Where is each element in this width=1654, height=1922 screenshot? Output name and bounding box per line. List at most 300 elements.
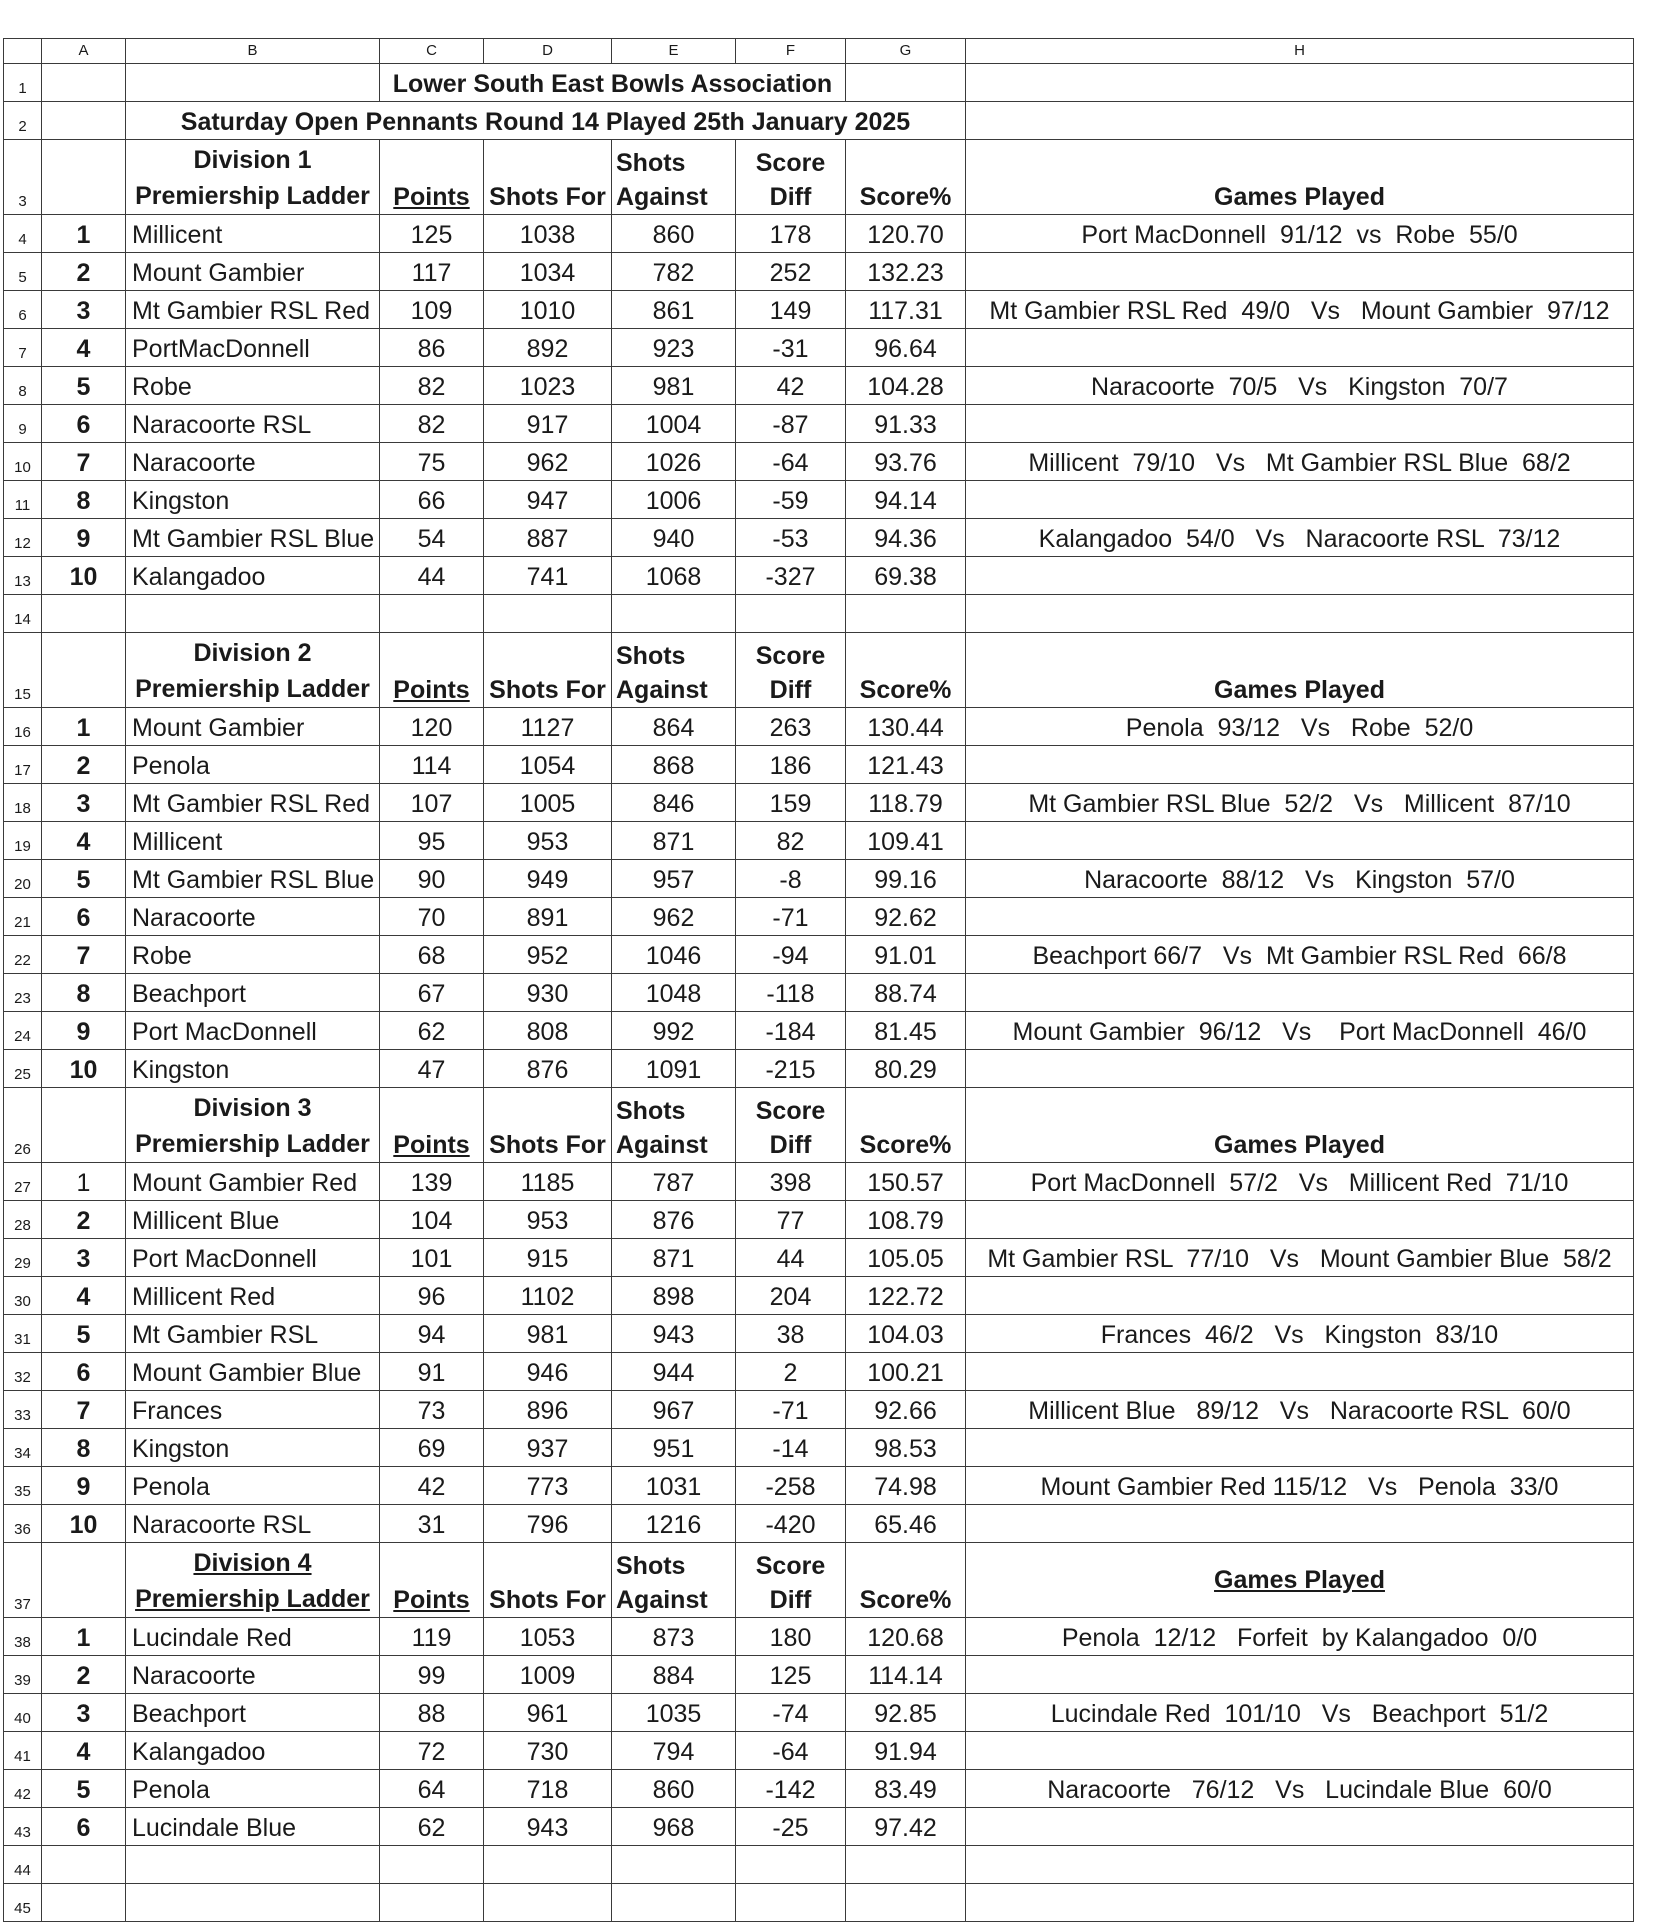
- score-pct-cell[interactable]: 130.44: [846, 708, 966, 746]
- game-result-cell[interactable]: Beachport 66/7 Vs Mt Gambier RSL Red 66/8: [966, 936, 1634, 974]
- shots-for-header[interactable]: Shots For: [484, 1543, 612, 1618]
- game-result-cell[interactable]: [966, 822, 1634, 860]
- empty-cell[interactable]: [736, 595, 846, 633]
- ladder-position[interactable]: 2: [42, 746, 126, 784]
- shots-for-cell[interactable]: 943: [484, 1808, 612, 1846]
- score-pct-cell[interactable]: 91.01: [846, 936, 966, 974]
- shots-against-cell[interactable]: 873: [612, 1618, 736, 1656]
- score-diff-cell[interactable]: 159: [736, 784, 846, 822]
- game-result-cell[interactable]: [966, 557, 1634, 595]
- team-name[interactable]: Port MacDonnell: [126, 1239, 380, 1277]
- ladder-position[interactable]: 1: [42, 215, 126, 253]
- empty-cell[interactable]: [736, 1884, 846, 1922]
- games-played-header[interactable]: [966, 1088, 1634, 1163]
- score-diff-cell[interactable]: 186: [736, 746, 846, 784]
- shots-for-cell[interactable]: 952: [484, 936, 612, 974]
- cell-a[interactable]: [42, 1088, 126, 1163]
- shots-against-header[interactable]: [612, 1543, 736, 1618]
- game-result-cell[interactable]: Mt Gambier RSL 77/10 Vs Mount Gambier Blue 58/2: [966, 1239, 1634, 1277]
- game-result-cell[interactable]: [966, 974, 1634, 1012]
- score-diff-cell[interactable]: 82: [736, 822, 846, 860]
- shots-against-cell[interactable]: 968: [612, 1808, 736, 1846]
- score-pct-cell[interactable]: 94.14: [846, 481, 966, 519]
- score-pct-cell[interactable]: 108.79: [846, 1201, 966, 1239]
- score-diff-cell[interactable]: -74: [736, 1694, 846, 1732]
- shots-against-cell[interactable]: 868: [612, 746, 736, 784]
- shots-against-cell[interactable]: 884: [612, 1656, 736, 1694]
- ladder-position[interactable]: 10: [42, 1505, 126, 1543]
- cell-a[interactable]: [42, 140, 126, 215]
- ladder-position[interactable]: 8: [42, 974, 126, 1012]
- empty-cell[interactable]: [42, 1846, 126, 1884]
- team-name[interactable]: Millicent Red: [126, 1277, 380, 1315]
- ladder-position[interactable]: 1: [42, 708, 126, 746]
- shots-for-cell[interactable]: 1009: [484, 1656, 612, 1694]
- shots-against-cell[interactable]: 860: [612, 215, 736, 253]
- ladder-position[interactable]: 9: [42, 1467, 126, 1505]
- shots-against-cell[interactable]: 962: [612, 898, 736, 936]
- empty-cell[interactable]: [126, 595, 380, 633]
- cell-h[interactable]: [966, 102, 1634, 140]
- game-result-cell[interactable]: Naracoorte 76/12 Vs Lucindale Blue 60/0: [966, 1770, 1634, 1808]
- score-pct-cell[interactable]: 92.85: [846, 1694, 966, 1732]
- ladder-position[interactable]: 9: [42, 1012, 126, 1050]
- shots-for-cell[interactable]: 947: [484, 481, 612, 519]
- score-diff-cell[interactable]: -64: [736, 1732, 846, 1770]
- score-diff-cell[interactable]: -25: [736, 1808, 846, 1846]
- score-pct-cell[interactable]: 99.16: [846, 860, 966, 898]
- team-name[interactable]: Beachport: [126, 1694, 380, 1732]
- score-diff-cell[interactable]: -87: [736, 405, 846, 443]
- shots-for-cell[interactable]: 891: [484, 898, 612, 936]
- points-cell[interactable]: 67: [380, 974, 484, 1012]
- game-result-cell[interactable]: Mount Gambier Red 115/12 Vs Penola 33/0: [966, 1467, 1634, 1505]
- column-header[interactable]: C: [380, 39, 484, 64]
- points-cell[interactable]: 117: [380, 253, 484, 291]
- ladder-position[interactable]: 4: [42, 1732, 126, 1770]
- ladder-position[interactable]: 1: [42, 1163, 126, 1201]
- score-pct-cell[interactable]: 98.53: [846, 1429, 966, 1467]
- score-pct-cell[interactable]: 132.23: [846, 253, 966, 291]
- shots-against-cell[interactable]: 871: [612, 1239, 736, 1277]
- team-name[interactable]: Naracoorte: [126, 1656, 380, 1694]
- games-played-header[interactable]: [966, 140, 1634, 215]
- points-cell[interactable]: 109: [380, 291, 484, 329]
- score-pct-cell[interactable]: 91.94: [846, 1732, 966, 1770]
- ladder-position[interactable]: 2: [42, 1201, 126, 1239]
- score-diff-cell[interactable]: 38: [736, 1315, 846, 1353]
- game-result-cell[interactable]: [966, 253, 1634, 291]
- shots-against-cell[interactable]: 861: [612, 291, 736, 329]
- game-result-cell[interactable]: Mt Gambier RSL Blue 52/2 Vs Millicent 87/10: [966, 784, 1634, 822]
- shots-against-header[interactable]: [612, 140, 736, 215]
- score-pct-cell[interactable]: 94.36: [846, 519, 966, 557]
- points-cell[interactable]: 73: [380, 1391, 484, 1429]
- empty-cell[interactable]: [612, 595, 736, 633]
- score-pct-header[interactable]: Score%: [846, 1088, 966, 1163]
- points-cell[interactable]: 70: [380, 898, 484, 936]
- points-cell[interactable]: 119: [380, 1618, 484, 1656]
- shots-against-cell[interactable]: 1091: [612, 1050, 736, 1088]
- ladder-position[interactable]: 6: [42, 898, 126, 936]
- shots-against-cell[interactable]: 794: [612, 1732, 736, 1770]
- empty-cell[interactable]: [846, 595, 966, 633]
- score-diff-cell[interactable]: -184: [736, 1012, 846, 1050]
- shots-for-cell[interactable]: 917: [484, 405, 612, 443]
- empty-cell[interactable]: [612, 1884, 736, 1922]
- team-name[interactable]: Mt Gambier RSL Red: [126, 784, 380, 822]
- score-diff-cell[interactable]: 204: [736, 1277, 846, 1315]
- column-header[interactable]: H: [966, 39, 1634, 64]
- score-diff-cell[interactable]: 252: [736, 253, 846, 291]
- empty-cell[interactable]: [484, 1846, 612, 1884]
- game-result-cell[interactable]: [966, 1808, 1634, 1846]
- score-diff-cell[interactable]: 44: [736, 1239, 846, 1277]
- cell-a[interactable]: [42, 102, 126, 140]
- team-name[interactable]: Naracoorte RSL: [126, 1505, 380, 1543]
- team-name[interactable]: Robe: [126, 367, 380, 405]
- score-diff-cell[interactable]: -59: [736, 481, 846, 519]
- game-result-cell[interactable]: [966, 329, 1634, 367]
- shots-for-cell[interactable]: 981: [484, 1315, 612, 1353]
- score-pct-cell[interactable]: 96.64: [846, 329, 966, 367]
- empty-cell[interactable]: [42, 595, 126, 633]
- score-pct-cell[interactable]: 117.31: [846, 291, 966, 329]
- points-header[interactable]: [380, 633, 484, 708]
- points-cell[interactable]: 62: [380, 1808, 484, 1846]
- ladder-position[interactable]: 3: [42, 291, 126, 329]
- game-result-cell[interactable]: [966, 898, 1634, 936]
- team-name[interactable]: Millicent: [126, 215, 380, 253]
- score-diff-cell[interactable]: -118: [736, 974, 846, 1012]
- score-pct-cell[interactable]: 74.98: [846, 1467, 966, 1505]
- empty-cell[interactable]: [612, 1846, 736, 1884]
- score-diff-cell[interactable]: 178: [736, 215, 846, 253]
- ladder-position[interactable]: 6: [42, 1808, 126, 1846]
- team-name[interactable]: Naracoorte: [126, 443, 380, 481]
- game-result-cell[interactable]: Naracoorte 70/5 Vs Kingston 70/7: [966, 367, 1634, 405]
- shots-against-cell[interactable]: 1068: [612, 557, 736, 595]
- score-diff-cell[interactable]: 125: [736, 1656, 846, 1694]
- game-result-cell[interactable]: [966, 1429, 1634, 1467]
- shots-for-cell[interactable]: 887: [484, 519, 612, 557]
- points-cell[interactable]: 95: [380, 822, 484, 860]
- points-cell[interactable]: 68: [380, 936, 484, 974]
- shots-against-cell[interactable]: 1035: [612, 1694, 736, 1732]
- shots-against-cell[interactable]: 1216: [612, 1505, 736, 1543]
- game-result-cell[interactable]: [966, 1050, 1634, 1088]
- score-diff-cell[interactable]: 42: [736, 367, 846, 405]
- shots-for-cell[interactable]: 773: [484, 1467, 612, 1505]
- cell-g[interactable]: [846, 64, 966, 102]
- cell-a[interactable]: [42, 1543, 126, 1618]
- ladder-position[interactable]: 8: [42, 1429, 126, 1467]
- score-pct-cell[interactable]: 92.66: [846, 1391, 966, 1429]
- points-cell[interactable]: 114: [380, 746, 484, 784]
- score-pct-cell[interactable]: 92.62: [846, 898, 966, 936]
- empty-cell[interactable]: [42, 1884, 126, 1922]
- ladder-position[interactable]: 8: [42, 481, 126, 519]
- points-header[interactable]: [380, 140, 484, 215]
- shots-for-cell[interactable]: 949: [484, 860, 612, 898]
- shots-against-cell[interactable]: 1026: [612, 443, 736, 481]
- points-cell[interactable]: 86: [380, 329, 484, 367]
- shots-for-cell[interactable]: 876: [484, 1050, 612, 1088]
- points-cell[interactable]: 62: [380, 1012, 484, 1050]
- empty-cell[interactable]: [126, 1846, 380, 1884]
- score-diff-cell[interactable]: -14: [736, 1429, 846, 1467]
- shots-against-cell[interactable]: 923: [612, 329, 736, 367]
- shots-for-cell[interactable]: 961: [484, 1694, 612, 1732]
- ladder-position[interactable]: 4: [42, 822, 126, 860]
- shots-for-cell[interactable]: 808: [484, 1012, 612, 1050]
- team-name[interactable]: Lucindale Blue: [126, 1808, 380, 1846]
- score-diff-cell[interactable]: -71: [736, 1391, 846, 1429]
- score-pct-cell[interactable]: 97.42: [846, 1808, 966, 1846]
- column-header[interactable]: D: [484, 39, 612, 64]
- empty-cell[interactable]: [966, 595, 1634, 633]
- column-header[interactable]: F: [736, 39, 846, 64]
- game-result-cell[interactable]: [966, 746, 1634, 784]
- points-cell[interactable]: 75: [380, 443, 484, 481]
- score-diff-cell[interactable]: -258: [736, 1467, 846, 1505]
- game-result-cell[interactable]: Port MacDonnell 57/2 Vs Millicent Red 71/10: [966, 1163, 1634, 1201]
- empty-cell[interactable]: [126, 1884, 380, 1922]
- points-header[interactable]: [380, 1088, 484, 1163]
- game-result-cell[interactable]: [966, 405, 1634, 443]
- team-name[interactable]: Naracoorte: [126, 898, 380, 936]
- shots-against-cell[interactable]: 981: [612, 367, 736, 405]
- shots-against-cell[interactable]: 846: [612, 784, 736, 822]
- team-name[interactable]: Millicent Blue: [126, 1201, 380, 1239]
- games-played-header[interactable]: [966, 1543, 1634, 1618]
- division-label[interactable]: [126, 1088, 380, 1163]
- shots-for-cell[interactable]: 1053: [484, 1618, 612, 1656]
- shots-for-cell[interactable]: 946: [484, 1353, 612, 1391]
- games-played-header[interactable]: [966, 633, 1634, 708]
- score-pct-cell[interactable]: 69.38: [846, 557, 966, 595]
- score-diff-cell[interactable]: 2: [736, 1353, 846, 1391]
- shots-against-header[interactable]: [612, 1088, 736, 1163]
- score-diff-cell[interactable]: -420: [736, 1505, 846, 1543]
- ladder-position[interactable]: 10: [42, 1050, 126, 1088]
- ladder-position[interactable]: 6: [42, 1353, 126, 1391]
- team-name[interactable]: Mt Gambier RSL: [126, 1315, 380, 1353]
- points-cell[interactable]: 82: [380, 367, 484, 405]
- shots-for-cell[interactable]: 1034: [484, 253, 612, 291]
- score-diff-cell[interactable]: 398: [736, 1163, 846, 1201]
- cell-a[interactable]: [42, 64, 126, 102]
- game-result-cell[interactable]: [966, 1505, 1634, 1543]
- game-result-cell[interactable]: [966, 481, 1634, 519]
- empty-cell[interactable]: [380, 1846, 484, 1884]
- division-label[interactable]: [126, 1543, 380, 1618]
- shots-against-cell[interactable]: 871: [612, 822, 736, 860]
- game-result-cell[interactable]: Frances 46/2 Vs Kingston 83/10: [966, 1315, 1634, 1353]
- score-diff-cell[interactable]: 180: [736, 1618, 846, 1656]
- shots-for-cell[interactable]: 930: [484, 974, 612, 1012]
- shots-for-cell[interactable]: 937: [484, 1429, 612, 1467]
- ladder-position[interactable]: 1: [42, 1618, 126, 1656]
- game-result-cell[interactable]: [966, 1732, 1634, 1770]
- score-diff-cell[interactable]: 263: [736, 708, 846, 746]
- shots-for-cell[interactable]: 741: [484, 557, 612, 595]
- game-result-cell[interactable]: Penola 93/12 Vs Robe 52/0: [966, 708, 1634, 746]
- shots-for-cell[interactable]: 1023: [484, 367, 612, 405]
- ladder-position[interactable]: 7: [42, 1391, 126, 1429]
- score-pct-cell[interactable]: 80.29: [846, 1050, 966, 1088]
- select-all-corner[interactable]: [4, 39, 42, 64]
- sheet-title[interactable]: Lower South East Bowls Association: [380, 64, 846, 102]
- score-diff-cell[interactable]: -8: [736, 860, 846, 898]
- shots-for-cell[interactable]: 962: [484, 443, 612, 481]
- game-result-cell[interactable]: Millicent Blue 89/12 Vs Naracoorte RSL 60/0: [966, 1391, 1634, 1429]
- shots-against-cell[interactable]: 951: [612, 1429, 736, 1467]
- points-cell[interactable]: 90: [380, 860, 484, 898]
- shots-for-cell[interactable]: 1010: [484, 291, 612, 329]
- shots-against-cell[interactable]: 898: [612, 1277, 736, 1315]
- game-result-cell[interactable]: Kalangadoo 54/0 Vs Naracoorte RSL 73/12: [966, 519, 1634, 557]
- ladder-position[interactable]: 6: [42, 405, 126, 443]
- points-cell[interactable]: 104: [380, 1201, 484, 1239]
- empty-cell[interactable]: [736, 1846, 846, 1884]
- score-pct-cell[interactable]: 120.68: [846, 1618, 966, 1656]
- points-cell[interactable]: 139: [380, 1163, 484, 1201]
- score-diff-cell[interactable]: -53: [736, 519, 846, 557]
- shots-for-header[interactable]: Shots For: [484, 140, 612, 215]
- cell-a[interactable]: [42, 633, 126, 708]
- score-diff-cell[interactable]: -142: [736, 1770, 846, 1808]
- shots-for-cell[interactable]: 1005: [484, 784, 612, 822]
- shots-for-cell[interactable]: 1054: [484, 746, 612, 784]
- score-diff-header[interactable]: [736, 633, 846, 708]
- shots-against-cell[interactable]: 944: [612, 1353, 736, 1391]
- score-pct-cell[interactable]: 91.33: [846, 405, 966, 443]
- game-result-cell[interactable]: Penola 12/12 Forfeit by Kalangadoo 0/0: [966, 1618, 1634, 1656]
- points-cell[interactable]: 54: [380, 519, 484, 557]
- points-cell[interactable]: 64: [380, 1770, 484, 1808]
- points-cell[interactable]: 125: [380, 215, 484, 253]
- cell-b[interactable]: [126, 64, 380, 102]
- score-diff-cell[interactable]: -31: [736, 329, 846, 367]
- score-pct-header[interactable]: Score%: [846, 1543, 966, 1618]
- score-pct-cell[interactable]: 100.21: [846, 1353, 966, 1391]
- score-diff-cell[interactable]: -94: [736, 936, 846, 974]
- shots-against-cell[interactable]: 876: [612, 1201, 736, 1239]
- team-name[interactable]: Penola: [126, 1770, 380, 1808]
- team-name[interactable]: Beachport: [126, 974, 380, 1012]
- shots-for-cell[interactable]: 1127: [484, 708, 612, 746]
- shots-against-header[interactable]: [612, 633, 736, 708]
- score-diff-cell[interactable]: 149: [736, 291, 846, 329]
- team-name[interactable]: Kalangadoo: [126, 1732, 380, 1770]
- score-diff-header[interactable]: [736, 1543, 846, 1618]
- ladder-position[interactable]: 7: [42, 936, 126, 974]
- division-label[interactable]: [126, 140, 380, 215]
- ladder-position[interactable]: 5: [42, 1770, 126, 1808]
- points-cell[interactable]: 99: [380, 1656, 484, 1694]
- shots-against-cell[interactable]: 782: [612, 253, 736, 291]
- shots-against-cell[interactable]: 992: [612, 1012, 736, 1050]
- points-cell[interactable]: 69: [380, 1429, 484, 1467]
- division-label[interactable]: [126, 633, 380, 708]
- ladder-position[interactable]: 9: [42, 519, 126, 557]
- points-header[interactable]: [380, 1543, 484, 1618]
- empty-cell[interactable]: [846, 1884, 966, 1922]
- score-pct-cell[interactable]: 65.46: [846, 1505, 966, 1543]
- team-name[interactable]: Kingston: [126, 1429, 380, 1467]
- ladder-position[interactable]: 3: [42, 784, 126, 822]
- shots-for-cell[interactable]: 730: [484, 1732, 612, 1770]
- score-pct-cell[interactable]: 122.72: [846, 1277, 966, 1315]
- score-pct-cell[interactable]: 114.14: [846, 1656, 966, 1694]
- score-diff-header[interactable]: [736, 1088, 846, 1163]
- points-cell[interactable]: 96: [380, 1277, 484, 1315]
- score-pct-cell[interactable]: 93.76: [846, 443, 966, 481]
- shots-against-cell[interactable]: 1031: [612, 1467, 736, 1505]
- team-name[interactable]: Port MacDonnell: [126, 1012, 380, 1050]
- points-cell[interactable]: 47: [380, 1050, 484, 1088]
- game-result-cell[interactable]: Millicent 79/10 Vs Mt Gambier RSL Blue 68/2: [966, 443, 1634, 481]
- cell-h[interactable]: [966, 64, 1634, 102]
- score-diff-cell[interactable]: -71: [736, 898, 846, 936]
- points-cell[interactable]: 82: [380, 405, 484, 443]
- game-result-cell[interactable]: Mt Gambier RSL Red 49/0 Vs Mount Gambier 97/12: [966, 291, 1634, 329]
- shots-for-cell[interactable]: 892: [484, 329, 612, 367]
- ladder-position[interactable]: 7: [42, 443, 126, 481]
- ladder-position[interactable]: 10: [42, 557, 126, 595]
- team-name[interactable]: Mount Gambier: [126, 708, 380, 746]
- points-cell[interactable]: 120: [380, 708, 484, 746]
- shots-for-cell[interactable]: 1038: [484, 215, 612, 253]
- score-pct-cell[interactable]: 150.57: [846, 1163, 966, 1201]
- shots-against-cell[interactable]: 1046: [612, 936, 736, 974]
- game-result-cell[interactable]: [966, 1201, 1634, 1239]
- shots-for-cell[interactable]: 718: [484, 1770, 612, 1808]
- score-pct-cell[interactable]: 105.05: [846, 1239, 966, 1277]
- score-pct-cell[interactable]: 88.74: [846, 974, 966, 1012]
- team-name[interactable]: Penola: [126, 1467, 380, 1505]
- shots-against-cell[interactable]: 957: [612, 860, 736, 898]
- score-pct-header[interactable]: Score%: [846, 140, 966, 215]
- team-name[interactable]: Kalangadoo: [126, 557, 380, 595]
- score-pct-cell[interactable]: 104.28: [846, 367, 966, 405]
- column-header[interactable]: G: [846, 39, 966, 64]
- score-pct-cell[interactable]: 83.49: [846, 1770, 966, 1808]
- column-header[interactable]: E: [612, 39, 736, 64]
- shots-for-cell[interactable]: 1185: [484, 1163, 612, 1201]
- team-name[interactable]: Mount Gambier Red: [126, 1163, 380, 1201]
- score-pct-cell[interactable]: 104.03: [846, 1315, 966, 1353]
- team-name[interactable]: Mount Gambier Blue: [126, 1353, 380, 1391]
- empty-cell[interactable]: [484, 595, 612, 633]
- score-pct-header[interactable]: Score%: [846, 633, 966, 708]
- shots-against-cell[interactable]: 1006: [612, 481, 736, 519]
- score-pct-cell[interactable]: 81.45: [846, 1012, 966, 1050]
- shots-against-cell[interactable]: 943: [612, 1315, 736, 1353]
- team-name[interactable]: Kingston: [126, 481, 380, 519]
- score-diff-cell[interactable]: -64: [736, 443, 846, 481]
- game-result-cell[interactable]: [966, 1656, 1634, 1694]
- team-name[interactable]: Mt Gambier RSL Red: [126, 291, 380, 329]
- team-name[interactable]: Naracoorte RSL: [126, 405, 380, 443]
- empty-cell[interactable]: [380, 1884, 484, 1922]
- empty-cell[interactable]: [380, 595, 484, 633]
- shots-for-cell[interactable]: 915: [484, 1239, 612, 1277]
- shots-against-cell[interactable]: 1048: [612, 974, 736, 1012]
- ladder-position[interactable]: 4: [42, 1277, 126, 1315]
- game-result-cell[interactable]: Mount Gambier 96/12 Vs Port MacDonnell 46/0: [966, 1012, 1634, 1050]
